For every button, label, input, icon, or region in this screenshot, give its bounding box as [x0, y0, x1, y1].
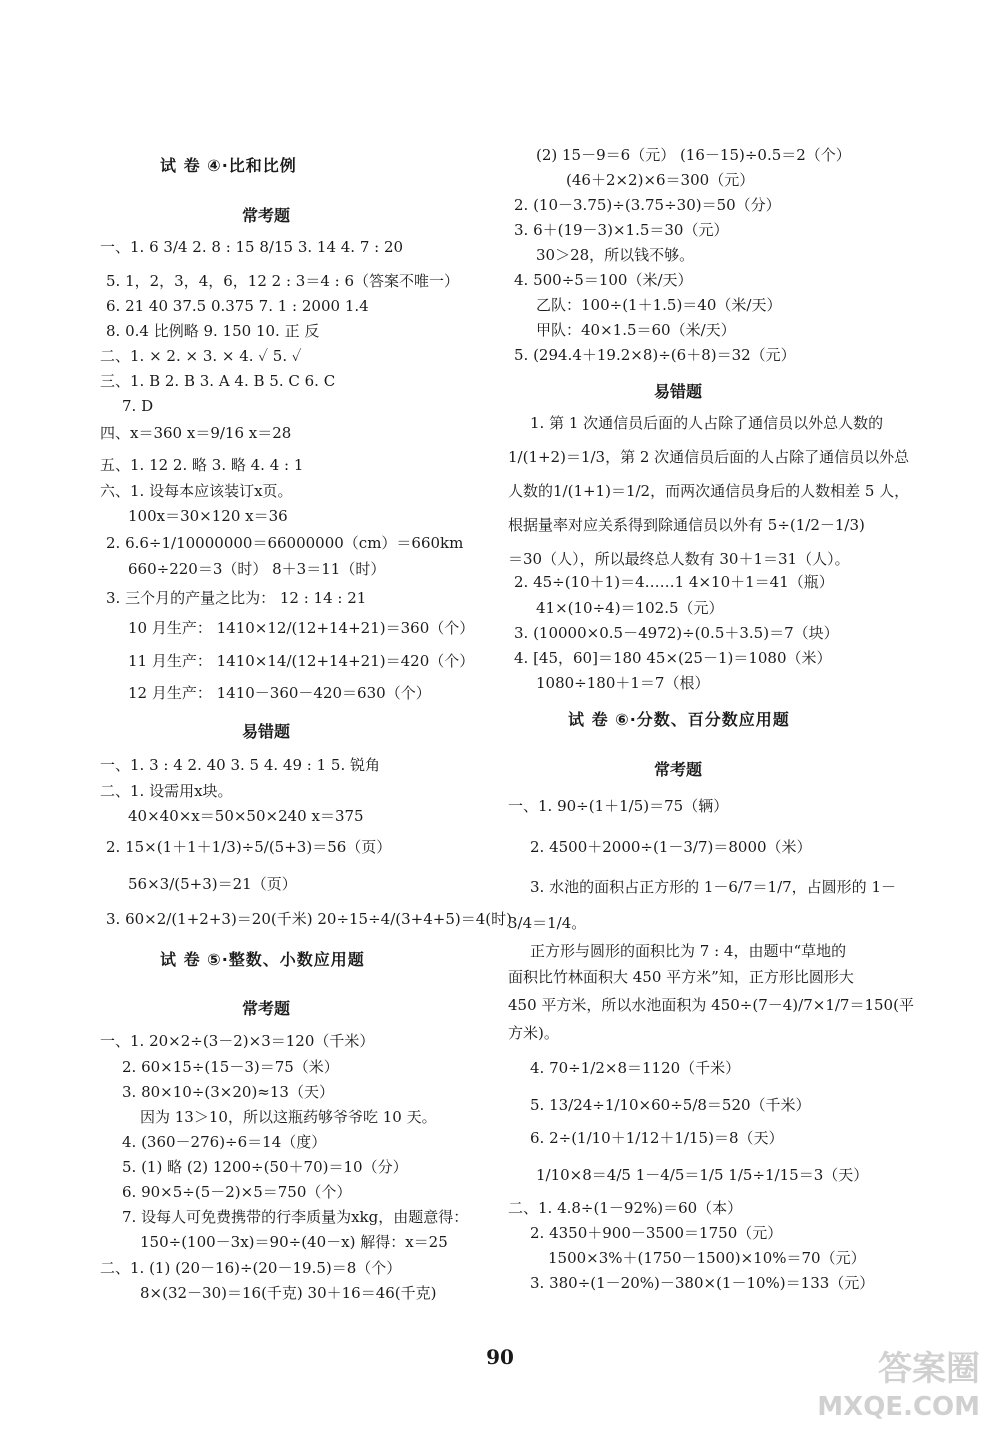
- answer-line: 1. 第 1 次通信员后面的人占除了通信员以外总人数的: [530, 414, 884, 432]
- answer-line: 3. 6＋(19－3)×1.5＝30（元）: [514, 221, 729, 239]
- answer-line: 5. (294.4＋19.2×8)÷(6＋8)＝32（元）: [514, 346, 796, 364]
- watermark-logo: 答案圈: [878, 1349, 980, 1389]
- answer-line: 人数的1/(1+1)＝1/2，而两次通信员身后的人数相差 5 人，: [508, 482, 910, 500]
- answer-line: (2) 15－9＝6（元） (16－15)÷0.5＝2（个）: [536, 146, 851, 164]
- answer-line: 1/(1+2)＝1/3，第 2 次通信员后面的人占除了通信员以外总: [508, 448, 910, 466]
- answer-line: 1080÷180＋1＝7（根）: [536, 674, 710, 692]
- answer-line: 3. 水池的面积占正方形的 1－6/7＝1/7，占圆形的 1－: [530, 878, 896, 896]
- answer-line: 7. D: [122, 397, 154, 415]
- answer-line: 30＞28，所以钱不够。: [536, 246, 695, 264]
- answer-line: 一、1. 3 : 4 2. 40 3. 5 4. 49 : 1 5. 锐角: [100, 756, 380, 774]
- answer-line: 一、1. 20×2÷(3－2)×3＝120（千米）: [100, 1032, 375, 1050]
- answer-line: 2. 4350＋900－3500＝1750（元）: [530, 1224, 783, 1242]
- answer-line: 4. 500÷5＝100（米/天）: [514, 271, 693, 289]
- answer-line: 面积比竹林面积大 450 平方米”知，正方形比圆形大: [508, 968, 854, 986]
- answer-line: 5. (1) 略 (2) 1200÷(50＋70)＝10（分）: [122, 1158, 408, 1176]
- answer-line: 二、1. 4.8÷(1－92%)＝60（本）: [508, 1199, 743, 1217]
- answer-line: 6. 90×5÷(5－2)×5＝750（个）: [122, 1183, 352, 1201]
- watermark-url: MXQE.COM: [817, 1392, 980, 1422]
- section-title: 试 卷 ⑥·分数、百分数应用题: [568, 710, 790, 729]
- answer-line: 2. 45÷(10＋1)＝4……1 4×10＋1＝41（瓶）: [514, 573, 834, 591]
- answer-line: 3. (10000×0.5－4972)÷(0.5＋3.5)＝7（块）: [514, 624, 839, 642]
- watermark: [817, 1350, 980, 1426]
- answer-line: ＝30（人），所以最终总人数有 30＋1＝31（人）。: [508, 550, 850, 568]
- answer-line: 一、1. 90÷(1＋1/5)＝75（辆）: [508, 797, 729, 815]
- answer-line: 3/4＝1/4。: [508, 914, 587, 932]
- answer-line: 2. (10－3.75)÷(3.75÷30)＝50（分）: [514, 196, 781, 214]
- answer-line: 二、1. × 2. × 3. × 4. ✓ 5. ✓: [100, 347, 302, 365]
- answer-line: 5. 13/24÷1/10×60÷5/8＝520（千米）: [530, 1096, 811, 1114]
- answer-line: 二、1. (1) (20－16)÷(20－19.5)＝8（个）: [100, 1259, 402, 1277]
- answer-line: 五、1. 12 2. 略 3. 略 4. 4 : 1: [100, 456, 304, 474]
- answer-line: 2. 15×(1＋1＋1/3)÷5/(5+3)＝56（页）: [106, 838, 392, 856]
- subsection-heading: 常考题: [242, 206, 291, 225]
- answer-line: 因为 13＞10，所以这瓶药够爷爷吃 10 天。: [140, 1108, 437, 1126]
- answer-line: 56×3/(5+3)＝21（页）: [128, 875, 297, 893]
- answer-line: 3. 380÷(1－20%)－380×(1－10%)＝133（元）: [530, 1274, 875, 1292]
- section-title: 试 卷 ⑤·整数、小数应用题: [160, 950, 365, 969]
- answer-line: 甲队：40×1.5＝60（米/天）: [536, 321, 736, 339]
- answer-line: 四、x＝360 x＝9/16 x＝28: [100, 424, 292, 442]
- answer-line: 41×(10÷4)＝102.5（元）: [536, 599, 724, 617]
- answer-line: 6. 21 40 37.5 0.375 7. 1 : 2000 1.4: [106, 297, 369, 315]
- answer-line: 根据量率对应关系得到除通信员以外有 5÷(1/2－1/3): [508, 516, 865, 534]
- answer-line: 450 平方米，所以水池面积为 450÷(7－4)/7×1/7＝150(平: [508, 996, 914, 1014]
- answer-line: 3. 三个月的产量之比为： 12 : 14 : 21: [106, 589, 367, 607]
- answer-line: 4. 70÷1/2×8＝1120（千米）: [530, 1059, 741, 1077]
- answer-line: 3. 60×2/(1+2+3)＝20(千米) 20÷15÷4/(3+4+5)＝4(时): [106, 910, 512, 928]
- answer-line: 7. 设每人可免费携带的行李质量为xkg，由题意得：: [122, 1208, 469, 1226]
- answer-line: 8. 0.4 比例略 9. 150 10. 正 反: [106, 322, 320, 340]
- answer-line: 40×40×x＝50×50×240 x＝375: [128, 807, 364, 825]
- page-number: 90: [486, 1345, 514, 1369]
- section-title: 试 卷 ④·比和比例: [160, 156, 297, 175]
- answer-line: 乙队：100÷(1＋1.5)＝40（米/天）: [536, 296, 782, 314]
- answer-line: 10 月生产： 1410×12/(12+14+21)＝360（个）: [128, 619, 475, 637]
- answer-line: 2. 60×15÷(15－3)＝75（米）: [122, 1058, 339, 1076]
- answer-line: 方米)。: [508, 1024, 559, 1042]
- answer-line: 12 月生产： 1410－360－420＝630（个）: [128, 684, 431, 702]
- answer-line: 11 月生产： 1410×14/(12+14+21)＝420（个）: [128, 652, 475, 670]
- answer-line: 一、1. 6 3/4 2. 8 : 15 8/15 3. 14 4. 7 : 20: [100, 238, 404, 256]
- answer-line: 三、1. B 2. B 3. A 4. B 5. C 6. C: [100, 372, 336, 390]
- subsection-heading: 常考题: [654, 760, 703, 779]
- answer-line: 二、1. 设需用x块。: [100, 782, 233, 800]
- answer-line: 3. 80×10÷(3×20)≈13（天）: [122, 1083, 334, 1101]
- answer-line: 150÷(100－3x)＝90÷(40－x) 解得：x＝25: [140, 1233, 448, 1251]
- answer-line: 2. 4500＋2000÷(1－3/7)＝8000（米）: [530, 838, 812, 856]
- answer-line: 8×(32－30)＝16(千克) 30＋16＝46(千克): [140, 1284, 437, 1302]
- subsection-heading: 易错题: [242, 722, 291, 741]
- answer-line: 6. 2÷(1/10＋1/12＋1/15)＝8（天）: [530, 1129, 784, 1147]
- answer-line: 正方形与圆形的面积比为 7 : 4，由题中“草地的: [530, 942, 847, 960]
- answer-line: 2. 6.6÷1/10000000＝66000000（cm）＝660km: [106, 534, 464, 552]
- answer-line: 5. 1，2，3，4，6，12 2 : 3＝4 : 6（答案不唯一）: [106, 272, 460, 290]
- answer-line: (46＋2×2)×6＝300（元）: [566, 171, 755, 189]
- answer-line: 4. [45，60]＝180 45×(25－1)＝1080（米）: [514, 649, 832, 667]
- answer-line: 1/10×8＝4/5 1－4/5＝1/5 1/5÷1/15＝3（天）: [536, 1166, 869, 1184]
- answer-line: 1500×3%＋(1750－1500)×10%＝70（元）: [548, 1249, 866, 1267]
- answer-line: 660÷220＝3（时） 8＋3＝11（时）: [128, 560, 386, 578]
- answer-line: 六、1. 设每本应该装订x页。: [100, 482, 293, 500]
- answer-line: 100x＝30×120 x＝36: [128, 507, 288, 525]
- subsection-heading: 易错题: [654, 382, 703, 401]
- answer-line: 4. (360－276)÷6＝14（度）: [122, 1133, 327, 1151]
- subsection-heading: 常考题: [242, 999, 291, 1018]
